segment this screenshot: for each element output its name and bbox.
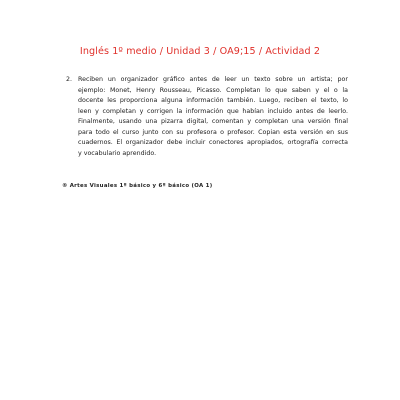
activity-line: Finalmente, usando una pizarra digital, comentan y completan una versión final	[78, 118, 348, 125]
activity-line: Reciben un organizador gráfico antes de leer un texto sobre un artista; por	[78, 76, 348, 83]
activity-line: ejemplo: Monet, Henry Rousseau, Picasso. Completan lo que saben y el o la	[78, 86, 348, 94]
cross-curricular-note	[62, 183, 213, 189]
activity-line: cuadernos. El organizador debe incluir conectores apropiados, ortografía correcta	[78, 139, 348, 146]
registered-icon: ®	[62, 183, 68, 189]
activity-line: para todo el curso junto con su profesora o profesor. Copian esta versión en sus	[78, 128, 348, 136]
note-text: Artes Visuales 1º básico y 6º básico (OA 1)	[69, 183, 213, 189]
activity-line: leen y completan y corrigen la información que habían incluido antes de leerlo.	[78, 107, 348, 115]
activity-line: docente les proporciona alguna información también. Luego, reciben el texto, lo	[78, 97, 348, 104]
page-title: Inglés 1º medio / Unidad 3 / OA9;15 / Actividad 2	[79, 46, 321, 57]
activity-text	[78, 75, 348, 159]
activity-number: 2.	[66, 76, 73, 83]
activity-line: y vocabulario aprendido.	[78, 149, 157, 157]
